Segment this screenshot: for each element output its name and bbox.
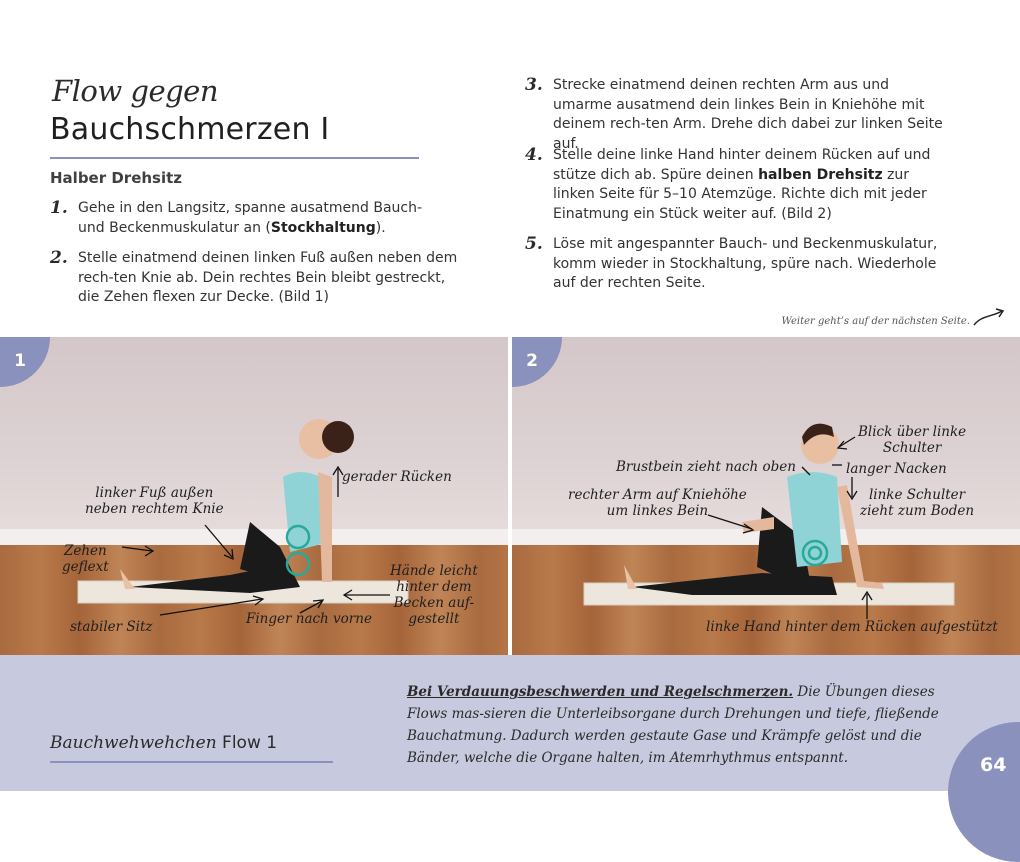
photo-badge-2: 2 bbox=[512, 337, 562, 387]
section-subheading: Halber Drehsitz bbox=[50, 169, 183, 187]
photo-pose-2 bbox=[512, 337, 1020, 655]
label-brustbein: Brustbein zieht nach oben bbox=[616, 459, 796, 475]
footer-label: Bauchwehwehchen Flow 1 bbox=[50, 733, 278, 753]
term-halber-drehsitz: halben Drehsitz bbox=[758, 166, 883, 183]
label-linker-fuss: linker Fuß außen neben rechtem Knie bbox=[85, 485, 224, 517]
label-schulter: linke Schulter zieht zum Boden bbox=[860, 487, 975, 519]
photo-badge-1: 1 bbox=[0, 337, 50, 387]
title-script: Flow gegen bbox=[52, 74, 219, 108]
label-hand: linke Hand hinter dem Rücken aufgestützt bbox=[706, 619, 998, 635]
step-3: 3. Strecke einatmend deinen rechten Arm aus und umarme ausatmend dein linkes Bein in Kniehöhe mit deinem rech-ten Arm. Drehe dich dabei zur linken Seite auf. bbox=[525, 75, 943, 152]
photo-pose-1 bbox=[0, 337, 508, 655]
label-finger: Finger nach vorne bbox=[246, 611, 372, 627]
label-arm: rechter Arm auf Kniehöhe um linkes Bein bbox=[568, 487, 747, 519]
step-2: 2. Stelle einatmend deinen linken Fuß außen neben dem rech-ten Knie ab. Dein rechtes Bein bleibt gestreckt, die Zehen flexen zur Decke. (Bild 1) bbox=[50, 248, 458, 305]
next-page-note: Weiter geht’s auf der nächsten Seite. bbox=[781, 316, 970, 327]
page-number: 64 bbox=[980, 754, 1007, 776]
page-title: Bauchschmerzen I bbox=[50, 112, 330, 147]
label-nacken: langer Nacken bbox=[846, 461, 947, 477]
step-5: 5. Löse mit angespannter Bauch- und Beckenmuskulatur, komm wieder in Stockhaltung, spüre nach. Wiederhole auf der rechten Seite. bbox=[525, 234, 938, 291]
info-lead: Bei Verdauungsbeschwerden und Regelschmerzen. bbox=[407, 684, 794, 700]
step-1: 1. Gehe in den Langsitz, spanne ausatmend Bauch- und Beckenmuskulatur an (Stockhaltung). bbox=[50, 198, 423, 236]
label-stabiler-sitz: stabiler Sitz bbox=[70, 619, 153, 635]
step-4: 4. Stelle deine linke Hand hinter deinem Rücken auf und stütze dich ab. Spüre deinen halben Drehsitz zur linken Seite für 5–10 Atemzüge. Richte dich mit jeder Einatmung ein Stück weiter auf. (Bild 2) bbox=[525, 145, 931, 222]
label-gerader-ruecken: gerader Rücken bbox=[342, 469, 452, 485]
term-stockhaltung: Stockhaltung bbox=[270, 219, 376, 236]
curved-arrow-icon bbox=[972, 305, 1008, 329]
info-text: Bei Verdauungsbeschwerden und Regelschmerzen. Die Übungen dieses Flows mas-sieren die Unterleibsorgane durch Drehungen und tiefe, fließende Bauchatmung. Dadurch werden gestaute Gase und Krämpfe gelöst und die Bänder, welche die Organe halten, im Atemrhythmus entspannt. bbox=[407, 684, 939, 766]
title-divider bbox=[50, 157, 419, 159]
label-blick: Blick über linke Schulter bbox=[858, 424, 967, 456]
label-haende: Hände leicht hinter dem Becken auf- gestellt bbox=[390, 563, 478, 627]
footer-divider bbox=[50, 761, 333, 763]
label-zehen: Zehen geflext bbox=[62, 543, 109, 575]
